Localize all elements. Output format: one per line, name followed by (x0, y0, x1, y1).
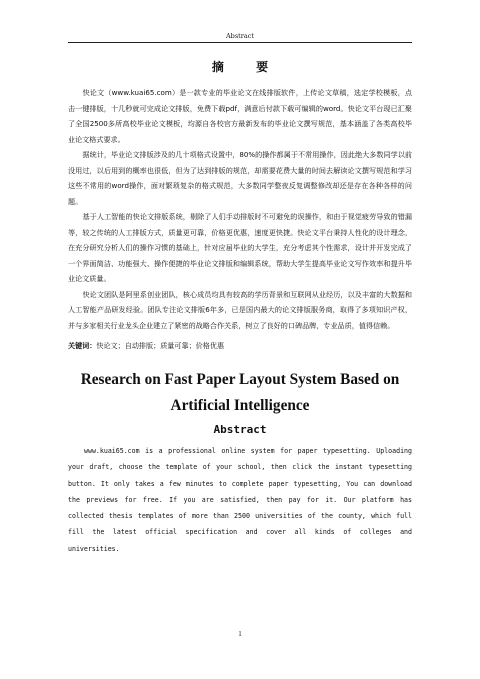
header-rule (68, 42, 412, 43)
english-paper-title: Research on Fast Paper Layout System Based on Artificial Intelligence (80, 371, 400, 414)
english-abstract-heading: Abstract (213, 423, 267, 436)
page-number: 1 (238, 630, 242, 638)
chinese-abstract-title: 摘 要 (211, 60, 283, 74)
page-content (68, 58, 412, 557)
chinese-keywords (68, 339, 412, 353)
chinese-abstract-paragraph-2: 据统计，毕业论文排版涉及的几十项格式设置中，80%的操作都属于不常用操作，因此绝大多数同学以前没用过，以后用到的概率也很低，但为了达到排版的规范，却需要花费大量的时间去解读论文撰写规范和学习这些不常用的word操作，面对繁琐复杂的格式规范，大多数同学整夜反复调整修改却还是存在各种各样的问题。 (68, 150, 412, 206)
chinese-abstract-paragraph-3: 基于人工智能的快论文排版系统，剔除了人们手动排版时不可避免的误操作，和由于视觉疲劳导致的错漏等，较之传统的人工排版方式，质量更可靠，价格更优惠，速度更快捷。快论文平台秉持人性化的设计理念，在充分研究分析人们的操作习惯的基础上，针对应届毕业的大学生，充分考虑其个性需求，设计并开发完成了一个界面简洁、功能强大、操作便捷的毕业论文排版和编辑系统，帮助大学生提高毕业论文写作效率和提升毕业论文质量。 (68, 212, 412, 283)
english-abstract-paragraph: www.kuai65.com is a professional online system for paper typesetting. Uploading your draft, choose the template of your school, then click the instant typesetting button. It only takes a few minutes to complete paper typesetting, You can download the previews for free. If you are satisfied, then pay for it. Our platform has collected thesis templates of more than 2500 universities of the county, which full fill the latest official specification and cover all kinds of colleges and universities. (68, 447, 412, 553)
running-header: Abstract (225, 32, 255, 40)
chinese-abstract-paragraph-4: 快论文团队是阿里系创业团队，核心成员均具有较高的学历背景和互联网从业经历，以及丰富的大数据和人工智能产品研发经验。团队专注论文排版6年多，已是国内最大的论文排版服务商，取得了多项知识产权，并与多家相关行业龙头企业建立了紧密的战略合作关系，树立了良好的口碑品牌，专业品质，值得信赖。 (68, 289, 412, 330)
chinese-abstract-paragraph-1: 快论文（www.kuai65.com）是一款专业的毕业论文在线排版软件，上传论文草稿，选定学校模板，点击一键排版，十几秒就可完成论文排版，免费下载pdf，满意后付款下载可编辑的word。快论文平台现已汇聚了全国2500多所高校毕业论文模板，均源自各校官方最新发布的毕业论文撰写规范，基本涵盖了各类高校毕业论文格式要求。 (68, 88, 412, 144)
keywords-value: 快论文；自动排版；质量可靠；价格优惠 (96, 341, 225, 350)
keywords-label: 关键词： (68, 341, 97, 350)
